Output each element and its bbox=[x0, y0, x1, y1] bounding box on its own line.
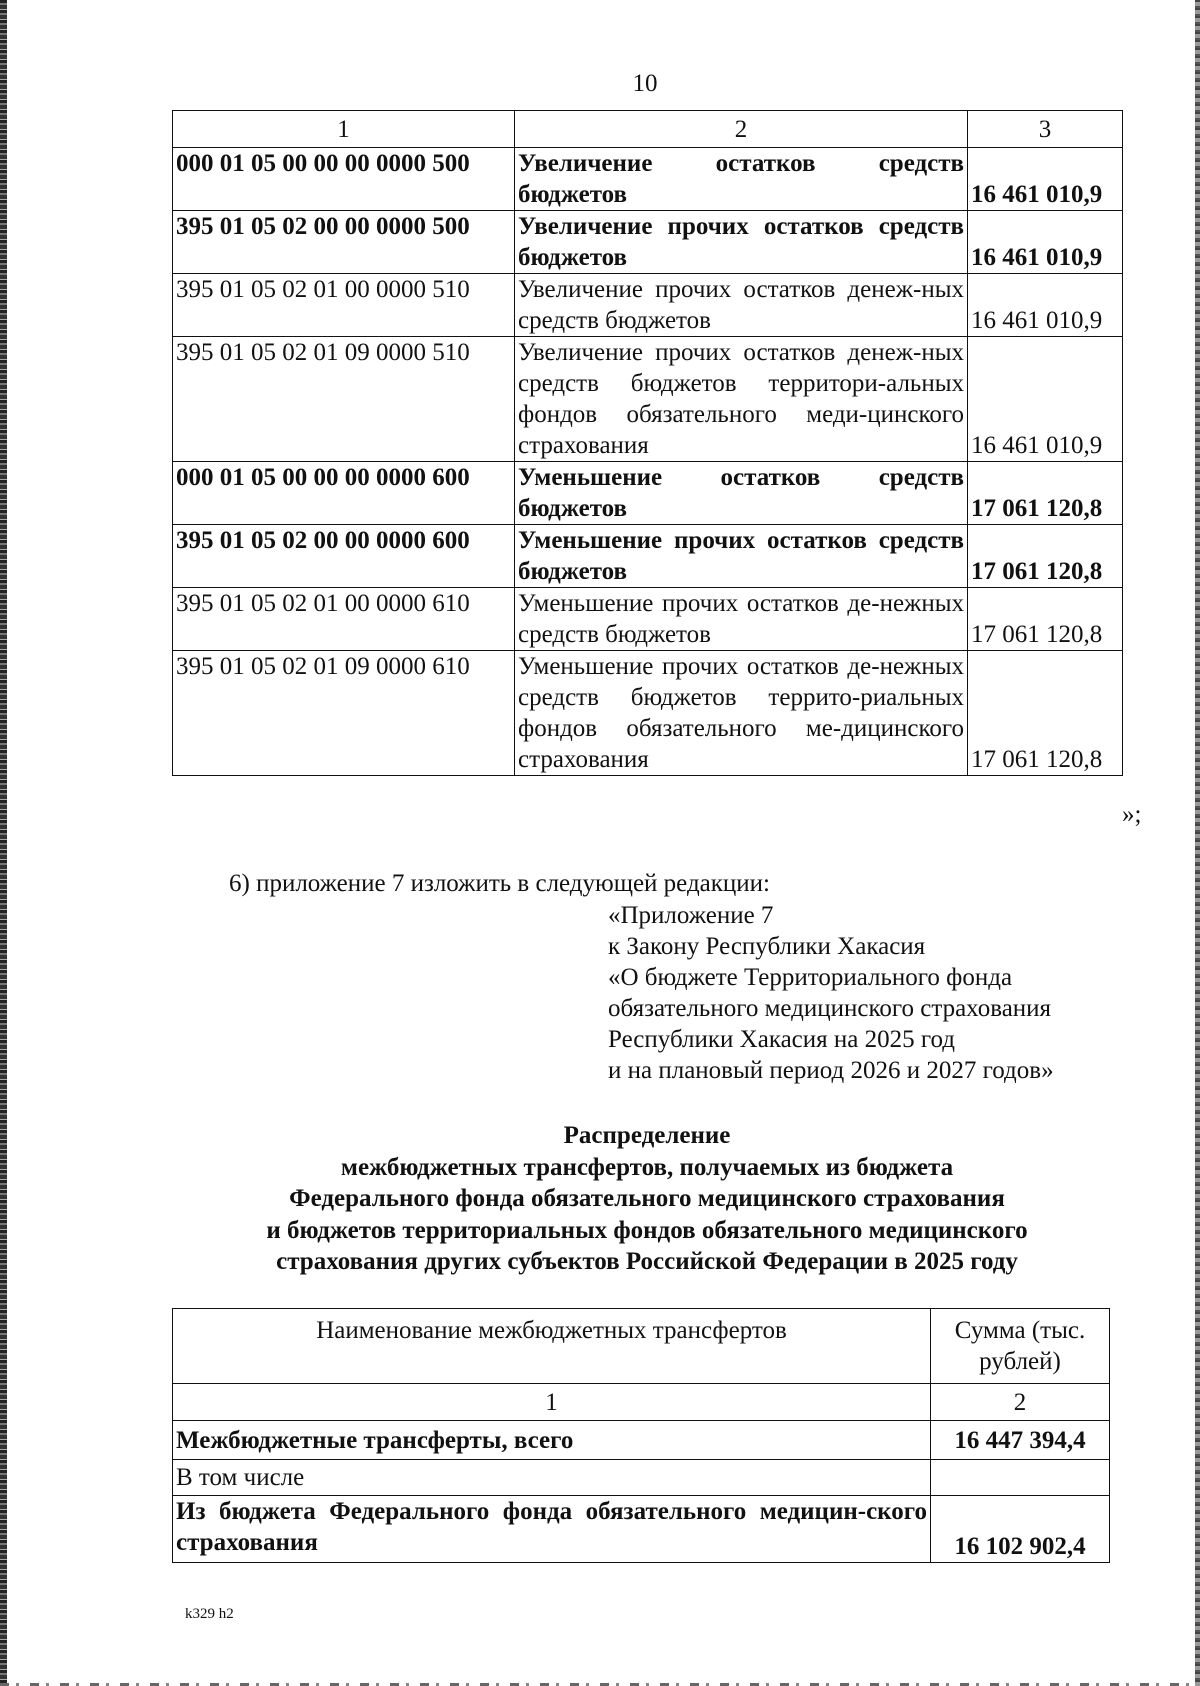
footer-code: k329 h2 bbox=[185, 1606, 234, 1622]
row-name: Из бюджета Федерального фонда обязательного медицин-ского страхования bbox=[173, 1496, 931, 1563]
row-name: Увеличение прочих остатков средств бюджетов bbox=[515, 211, 968, 274]
row-amount: 16 461 010,9 bbox=[968, 274, 1123, 337]
row-amount bbox=[931, 1460, 1110, 1496]
appendix-reference bbox=[608, 900, 1054, 1086]
amendment-paragraph: 6) приложение 7 изложить в следующей редакции: bbox=[229, 870, 770, 897]
budget-code: 395 01 05 02 01 00 0000 510 bbox=[173, 274, 515, 337]
row-name: Уменьшение прочих остатков средств бюджетов bbox=[515, 525, 968, 588]
row-name: Межбюджетные трансферты, всего bbox=[173, 1421, 931, 1460]
table-row bbox=[173, 525, 1123, 588]
table-row bbox=[173, 588, 1123, 651]
column-number: 2 bbox=[931, 1384, 1110, 1421]
row-amount: 17 061 120,8 bbox=[968, 588, 1123, 651]
table-row bbox=[173, 148, 1123, 211]
row-amount: 16 461 010,9 bbox=[968, 211, 1123, 274]
column-number: 1 bbox=[173, 1384, 931, 1421]
budget-code: 395 01 05 02 01 09 0000 510 bbox=[173, 337, 515, 462]
title-line: межбюджетных трансфертов, получаемых из бюджета bbox=[340, 1153, 954, 1181]
row-amount: 17 061 120,8 bbox=[968, 651, 1123, 776]
budget-code: 395 01 05 02 00 00 0000 500 bbox=[173, 211, 515, 274]
appendix-line: «Приложение 7 bbox=[608, 902, 774, 929]
appendix-line: Республики Хакасия на 2025 год bbox=[608, 1026, 956, 1053]
table-row bbox=[173, 337, 1123, 462]
row-amount: 16 102 902,4 bbox=[931, 1496, 1110, 1563]
row-amount: 16 461 010,9 bbox=[968, 337, 1123, 462]
row-amount: 16 447 394,4 bbox=[931, 1421, 1110, 1460]
table-row bbox=[173, 651, 1123, 776]
column-number-row bbox=[173, 1384, 1110, 1421]
document-title bbox=[172, 1120, 1122, 1278]
row-name: В том числе bbox=[173, 1460, 931, 1496]
page-number: 10 bbox=[632, 70, 658, 97]
row-name: Уменьшение остатков средств бюджетов bbox=[515, 462, 968, 525]
row-amount: 17 061 120,8 bbox=[968, 462, 1123, 525]
table-row bbox=[173, 211, 1123, 274]
scan-edge-right bbox=[1195, 0, 1200, 1686]
appendix-line: к Закону Республики Хакасия bbox=[608, 933, 926, 960]
appendix-line: и на плановый период 2026 и 2027 годов» bbox=[608, 1057, 1054, 1084]
table-row bbox=[173, 1496, 1110, 1563]
row-name: Уменьшение прочих остатков де-нежных средств бюджетов террито-риальных фондов обязательного ме-дицинского страхования bbox=[515, 651, 968, 776]
row-amount: 17 061 120,8 bbox=[968, 525, 1123, 588]
table-header-row bbox=[173, 111, 1123, 148]
column-header-name: Наименование межбюджетных трансфертов bbox=[173, 1309, 931, 1384]
table-row bbox=[173, 274, 1123, 337]
column-header: 1 bbox=[173, 111, 515, 148]
table-row bbox=[173, 462, 1123, 525]
scan-edge-left bbox=[0, 0, 7, 1686]
row-name: Увеличение прочих остатков денеж-ных средств бюджетов территори-альных фондов обязательного меди-цинского страхования bbox=[515, 337, 968, 462]
table-row bbox=[173, 1421, 1110, 1460]
appendix-line: обязательного медицинского страхования bbox=[608, 995, 1052, 1022]
sources-table bbox=[172, 110, 1123, 776]
row-name: Увеличение прочих остатков денеж-ных средств бюджетов bbox=[515, 274, 968, 337]
row-name: Уменьшение прочих остатков де-нежных средств бюджетов bbox=[515, 588, 968, 651]
budget-code: 395 01 05 02 00 00 0000 600 bbox=[173, 525, 515, 588]
column-header: 2 bbox=[515, 111, 968, 148]
budget-code: 395 01 05 02 01 09 0000 610 bbox=[173, 651, 515, 776]
title-line: Распределение bbox=[563, 1122, 731, 1149]
row-name: Увеличение остатков средств бюджетов bbox=[515, 148, 968, 211]
closing-quote: »; bbox=[1122, 801, 1142, 828]
title-line: страхования других субъектов Российской Федерации в 2025 году bbox=[276, 1248, 1018, 1275]
budget-code: 000 01 05 00 00 00 0000 500 bbox=[173, 148, 515, 211]
column-header: 3 bbox=[968, 111, 1123, 148]
row-amount: 16 461 010,9 bbox=[968, 148, 1123, 211]
column-header-sum: Сумма (тыс. рублей) bbox=[931, 1309, 1110, 1384]
budget-code: 000 01 05 00 00 00 0000 600 bbox=[173, 462, 515, 525]
transfers-table bbox=[172, 1308, 1110, 1563]
appendix-line: «О бюджете Территориального фонда bbox=[608, 964, 1013, 991]
table-header-row bbox=[173, 1309, 1110, 1384]
budget-code: 395 01 05 02 01 00 0000 610 bbox=[173, 588, 515, 651]
table-row bbox=[173, 1460, 1110, 1496]
title-line: Федерального фонда обязательного медицинского страхования bbox=[289, 1185, 1005, 1212]
title-line: и бюджетов территориальных фондов обязательного медицинского bbox=[266, 1216, 1028, 1244]
